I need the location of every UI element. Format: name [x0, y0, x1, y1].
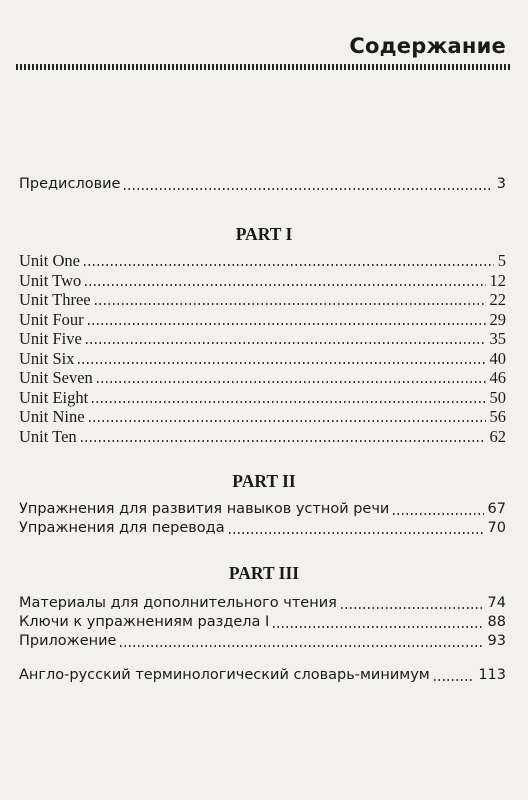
- toc-entry-page: 50: [489, 388, 506, 407]
- toc-entry-unit: [19, 329, 506, 348]
- toc-entry-unit: [19, 310, 506, 329]
- toc-entry-page: 3: [496, 176, 506, 192]
- dot-leader: [86, 342, 486, 344]
- toc-entry-label: Предисловие: [19, 176, 121, 192]
- dot-leader: [89, 420, 486, 422]
- toc-entry-page: 93: [487, 633, 506, 649]
- toc-entry-label: Unit Two: [19, 271, 82, 290]
- toc-entry-page: 46: [489, 368, 506, 387]
- toc-entry-page: 70: [487, 520, 506, 536]
- toc-entry-page: 74: [487, 595, 506, 611]
- dot-leader: [120, 645, 483, 647]
- part-title: PART II: [232, 471, 296, 491]
- toc-entry: [19, 519, 506, 538]
- toc-entry-page: 40: [489, 349, 506, 368]
- toc-entry-unit: [19, 427, 506, 446]
- toc-entry-page: 67: [487, 501, 506, 517]
- dot-leader: [92, 401, 485, 403]
- dot-leader: [78, 362, 485, 364]
- dot-leader: [341, 607, 484, 609]
- toc-entry-page: 29: [489, 310, 506, 329]
- dot-leader: [81, 440, 486, 442]
- toc-entry-page: 88: [487, 614, 506, 630]
- toc-entry-page: 12: [489, 271, 506, 290]
- toc-entry-label: Unit Three: [19, 290, 91, 309]
- dot-leader: [434, 679, 475, 681]
- toc-entry: [19, 594, 506, 613]
- toc-entry: [19, 613, 506, 632]
- toc-entry-dictionary: [19, 666, 506, 685]
- toc-entry-label: Unit Nine: [19, 407, 85, 426]
- toc-entry-label: Unit Ten: [19, 427, 77, 446]
- toc-entry-page: 22: [489, 290, 506, 309]
- toc-entry-unit: [19, 388, 506, 407]
- dot-leader: [229, 532, 484, 534]
- toc-entry-unit: [19, 407, 506, 426]
- heading-divider: [16, 64, 512, 70]
- dot-leader: [88, 323, 486, 325]
- dot-leader: [97, 381, 486, 383]
- toc-entry-label: Упражнения для развития навыков устной речи: [19, 501, 390, 517]
- toc-entry-page: 62: [489, 427, 506, 446]
- part-title: PART III: [228, 563, 300, 583]
- dot-leader: [124, 188, 492, 190]
- page-title: Содержание: [349, 34, 506, 58]
- dot-leader: [84, 264, 494, 266]
- toc-entry-label: Unit Five: [19, 329, 82, 348]
- toc-entry-label: Unit Eight: [19, 388, 89, 407]
- toc-entry-page: 56: [489, 407, 506, 426]
- dot-leader: [85, 284, 485, 286]
- toc-entry-label: Приложение: [19, 633, 117, 649]
- toc-entry: [19, 632, 506, 651]
- part-title: PART I: [235, 224, 293, 244]
- toc-entry-page: 35: [489, 329, 506, 348]
- toc-entry-label: Unit One: [19, 251, 80, 270]
- toc-entry-label: Англо-русский терминологический словарь-минимум: [19, 667, 430, 683]
- toc-entry-page: 5: [497, 251, 506, 270]
- toc-entry-unit: [19, 271, 506, 290]
- toc-entry: [19, 500, 506, 519]
- toc-entry-unit: [19, 368, 506, 387]
- toc-entry-page: 113: [478, 667, 506, 683]
- toc-entry-unit: [19, 251, 506, 270]
- toc-entry-label: Unit Four: [19, 310, 84, 329]
- dot-leader: [273, 626, 483, 628]
- toc-entry-unit: [19, 290, 506, 309]
- dot-leader: [95, 303, 486, 305]
- toc-entry-label: Упражнения для перевода: [19, 520, 225, 536]
- toc-entry-label: Unit Six: [19, 349, 75, 368]
- toc-entry-unit: [19, 349, 506, 368]
- toc-entry-label: Ключи к упражнениям раздела I: [19, 614, 270, 630]
- toc-entry-label: Unit Seven: [19, 368, 93, 387]
- toc-entry-label: Материалы для дополнительного чтения: [19, 595, 337, 611]
- dot-leader: [393, 513, 483, 515]
- toc-entry-preface: [19, 175, 506, 194]
